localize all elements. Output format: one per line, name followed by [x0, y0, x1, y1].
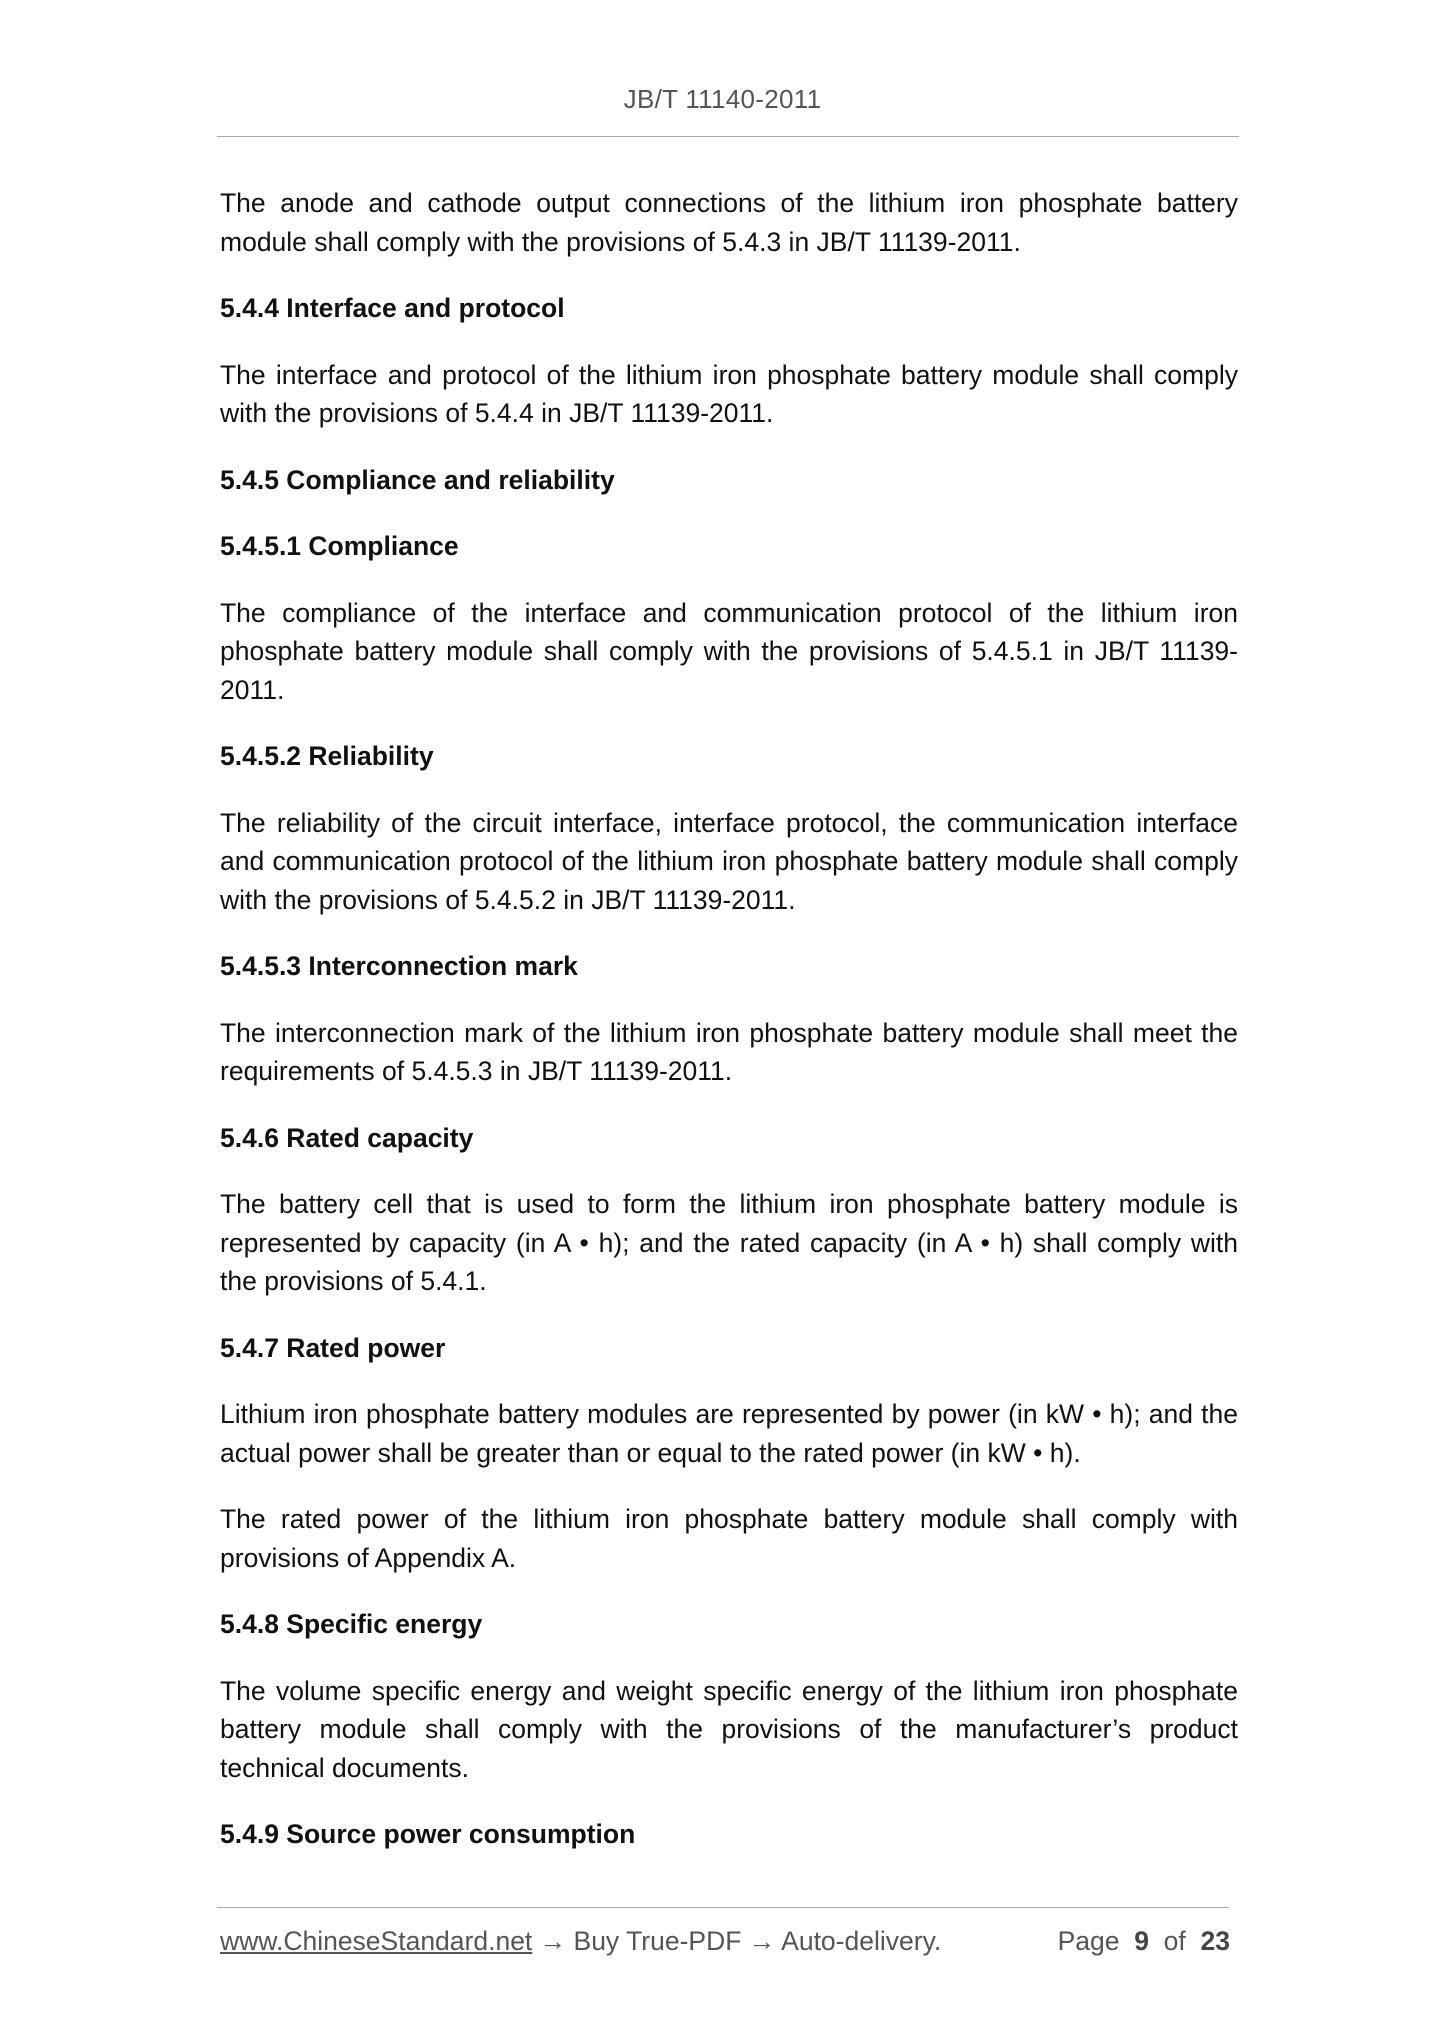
paragraph-5-4-7-power: Lithium iron phosphate battery modules are represented by power (in kW • h); and the actual power shall be greater than or equal to the rated power (in kW • h). [220, 1399, 1238, 1468]
page-header: JB/T 11140-2011 [623, 84, 822, 114]
paragraph-5-4-6: The battery cell that is used to form the lithium iron phosphate battery module is represented by capacity (in A • h); and the rated capacity (in A • h) shall comply with the provisions of 5.4.1. [220, 1189, 1238, 1296]
paragraph-5-4-8: The volume specific energy and weight specific energy of the lithium iron phosphate battery module shall comply with the provisions of the manufacturer’s product technical documents. [220, 1675, 1238, 1783]
heading-5-4-9: 5.4.9 Source power consumption [220, 1819, 636, 1849]
heading-5-4-4: 5.4.4 Interface and protocol [220, 293, 565, 323]
page-current: 9 [1134, 1926, 1149, 1956]
paragraph-5-4-4: The interface and protocol of the lithium iron phosphate battery module shall comply with the provisions of 5.4.4 in JB/T 11139-2011. [220, 359, 1238, 428]
heading-5-4-7: 5.4.7 Rated power [220, 1332, 446, 1363]
paragraph-5-4-5-1: The compliance of the interface and communication protocol of the lithium iron phosphate battery module shall comply with the provisions of 5.4.5.1 in JB/T 11139-2011. [220, 597, 1238, 705]
footer-divider [217, 1907, 1229, 1908]
heading-5-4-5-2: 5.4.5.2 Reliability [220, 741, 434, 771]
paragraph-output-connections: The anode and cathode output connections of the lithium iron phosphate battery module shall comply with the provisions of 5.4.3 in JB/T 11139-2011. [220, 188, 1238, 257]
page-of: of [1163, 1926, 1186, 1956]
heading-5-4-6: 5.4.6 Rated capacity [220, 1122, 474, 1153]
page-word: Page [1057, 1926, 1120, 1956]
heading-5-4-5-1: 5.4.5.1 Compliance [220, 531, 459, 561]
footer-promo-text: → Buy True-PDF → Auto-delivery. [532, 1926, 942, 1956]
page-total: 23 [1200, 1926, 1230, 1956]
heading-5-4-5-3: 5.4.5.3 Interconnection mark [220, 951, 578, 981]
document-body [220, 184, 1238, 1882]
heading-5-4-5: 5.4.5 Compliance and reliability [220, 464, 615, 495]
website-link[interactable]: www.ChineseStandard.net [220, 1926, 533, 1956]
paragraph-5-4-5-3: The interconnection mark of the lithium iron phosphate battery module shall meet the requirements of 5.4.5.3 in JB/T 11139-2011. [220, 1017, 1238, 1086]
footer-promo [220, 1926, 941, 1957]
paragraph-5-4-7-appendix: The rated power of the lithium iron phosphate battery module shall comply with provisions of Appendix A. [220, 1504, 1238, 1573]
page-number [1058, 1926, 1230, 1957]
header-divider [217, 136, 1239, 137]
heading-5-4-8: 5.4.8 Specific energy [220, 1609, 483, 1639]
paragraph-5-4-5-2: The reliability of the circuit interface, interface protocol, the communication interface and communication protocol of the lithium iron phosphate battery module shall comply with the provisions of 5.4.5.2 in JB/T 11139-2011. [220, 807, 1238, 915]
